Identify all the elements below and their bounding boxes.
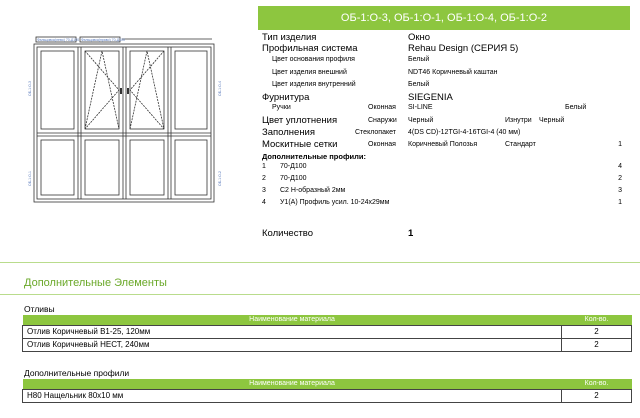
table-row bbox=[23, 389, 632, 402]
drawing-code-3: ОБ-1:О-4 bbox=[218, 81, 222, 96]
material-name: Отлив Коричневый В1-25, 120мм bbox=[23, 325, 562, 338]
otlivy-table bbox=[22, 315, 632, 352]
material-name: Н80 Нащельник 80x10 мм bbox=[23, 389, 562, 402]
col-qty-header: Кол-во. bbox=[562, 315, 632, 325]
drawing-code-4: ОБ-1:О-2 bbox=[218, 171, 222, 186]
profiles-title: Дополнительные профили bbox=[24, 368, 130, 378]
material-qty: 2 bbox=[562, 389, 632, 402]
material-name: Отлив Коричневый НЕСТ, 240мм bbox=[23, 338, 562, 351]
col-name-header: Наименование материала bbox=[23, 315, 562, 325]
table-row bbox=[23, 325, 632, 338]
drawing-code-1: ОБ-1:О-3 bbox=[28, 81, 32, 96]
window-drawing bbox=[22, 36, 230, 206]
product-codes-header: ОБ-1:О-3, ОБ-1:О-1, ОБ-1:О-4, ОБ-1:О-2 bbox=[258, 6, 630, 30]
col-qty-header: Кол-во. bbox=[562, 379, 632, 389]
profiles-table bbox=[22, 379, 632, 403]
extras-section-title: Дополнительные Элементы bbox=[24, 277, 167, 289]
drawing-code-2: ОБ-1:О-1 bbox=[28, 171, 32, 186]
col-name-header: Наименование материала bbox=[23, 379, 562, 389]
section-divider bbox=[0, 262, 640, 263]
drawing-label-left: Фальцовка(лево) 70-Д100 bbox=[37, 38, 80, 42]
material-qty: 2 bbox=[562, 325, 632, 338]
material-qty: 2 bbox=[562, 338, 632, 351]
section-divider bbox=[0, 294, 640, 295]
drawing-label-right: Фальцовка(право) 70-Д100 bbox=[81, 38, 125, 42]
otlivy-title: Отливы bbox=[24, 304, 55, 314]
spec-extra-profiles-title: Дополнительные профили: bbox=[262, 152, 366, 161]
table-row bbox=[23, 338, 632, 351]
